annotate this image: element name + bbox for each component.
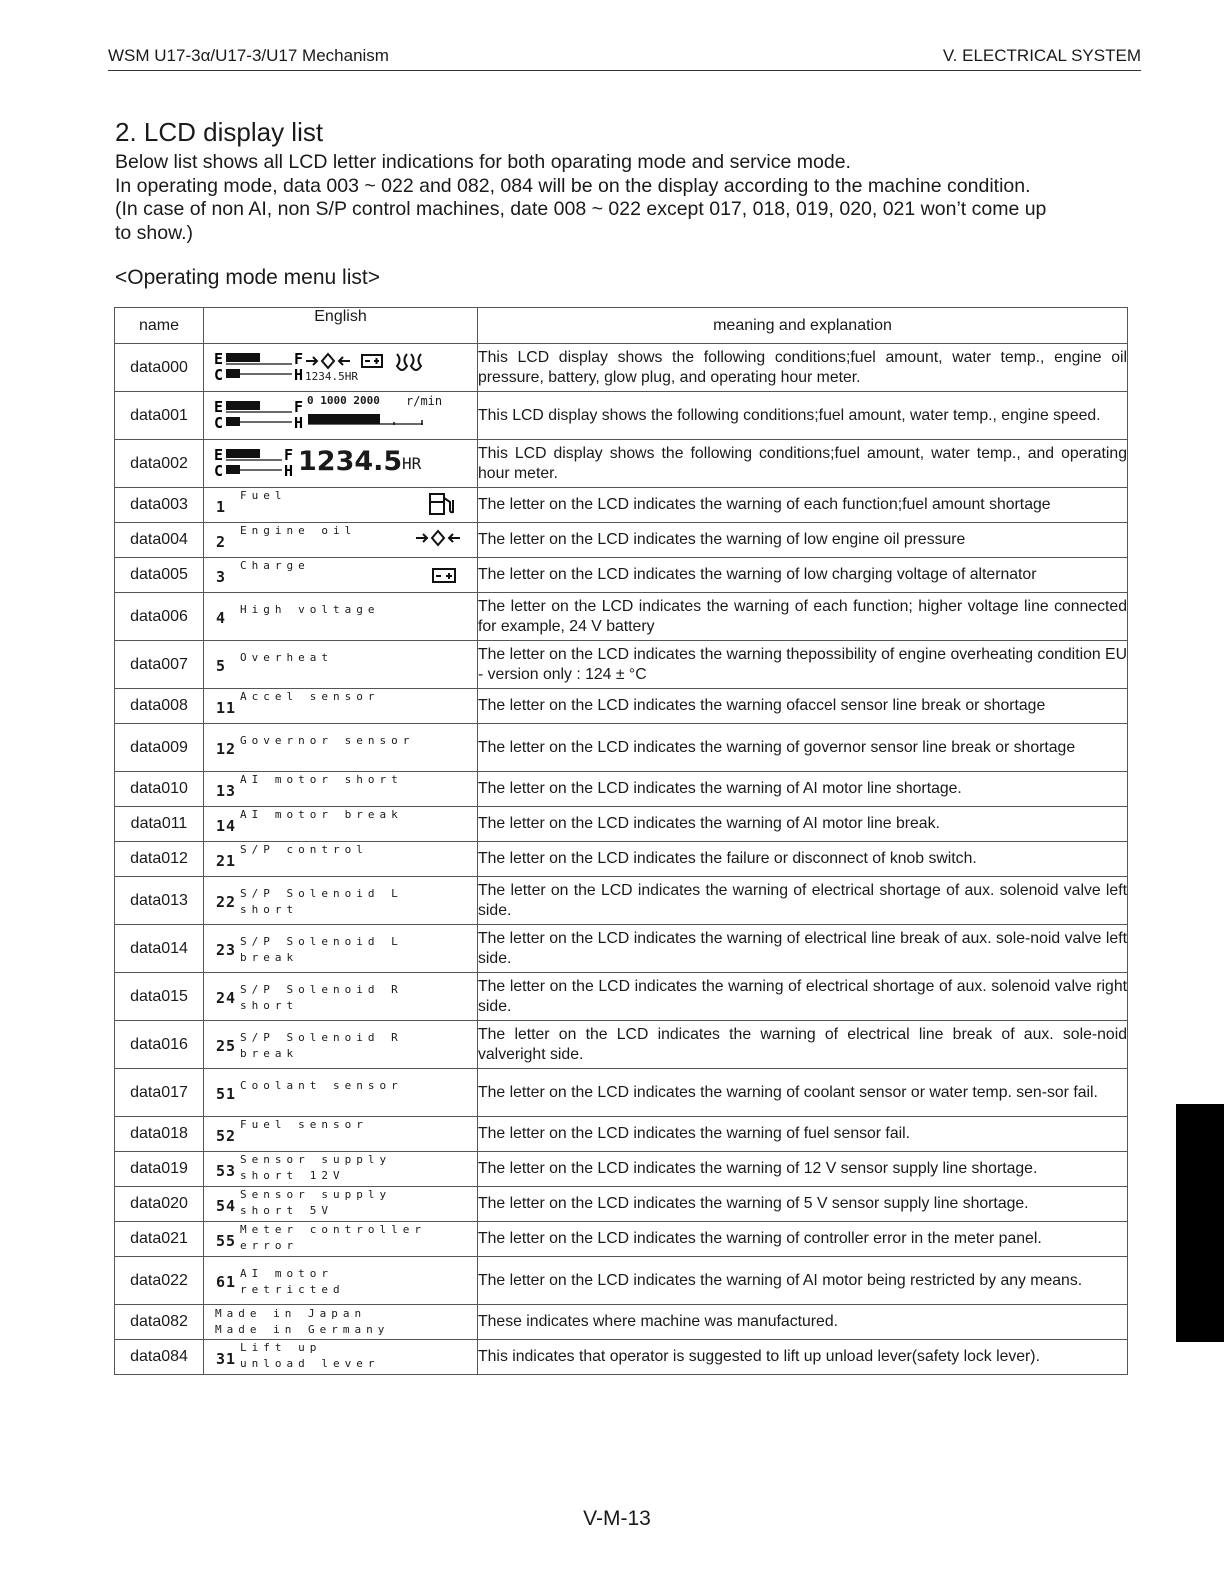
row-name: data005 <box>115 558 204 593</box>
lcd-image <box>204 1117 478 1152</box>
lcd-message-line2: Made in Germany <box>215 1323 390 1336</box>
gauge-label: C <box>214 414 224 432</box>
lcd-image <box>204 488 478 523</box>
lcd-message: S/P control <box>240 843 368 856</box>
lcd-image <box>204 1021 478 1069</box>
row-name: data001 <box>115 392 204 440</box>
lcd-message: Fuel sensor <box>240 1118 368 1131</box>
table-row <box>115 877 1128 925</box>
rpm-scale-text: 0 1000 2000 <box>307 394 380 407</box>
intro-line: (In case of non AI, non S/P control machines, date 008 ~ 022 except 017, 018, 019, 020, 021 won’t come up <box>115 198 1047 220</box>
running-header-section: V. ELECTRICAL SYSTEM <box>942 46 1141 65</box>
rpm-unit-text: r/min <box>406 394 443 408</box>
row-name: data003 <box>115 488 204 523</box>
error-code: 13 <box>216 782 237 800</box>
fuel-pump-icon <box>428 492 458 516</box>
row-meaning: The letter on the LCD indicates the warning of governor sensor line break or shortage <box>478 724 1128 772</box>
gauge-label: C <box>214 462 224 480</box>
table-row <box>115 488 1128 523</box>
row-name: data021 <box>115 1222 204 1257</box>
column-header-meaning: meaning and explanation <box>478 308 1128 344</box>
lcd-image-gauges-bighours <box>204 440 478 488</box>
lcd-image <box>204 1305 478 1340</box>
chapter-thumb-tab <box>1176 1104 1224 1342</box>
error-code: 51 <box>216 1085 237 1103</box>
row-name: data012 <box>115 842 204 877</box>
row-name: data084 <box>115 1340 204 1375</box>
row-name: data018 <box>115 1117 204 1152</box>
intro-paragraph <box>115 151 1145 245</box>
row-name: data006 <box>115 593 204 641</box>
fuel-temp-gauge-icon <box>214 399 309 433</box>
row-meaning: The letter on the LCD indicates the warning ofaccel sensor line break or shortage <box>478 689 1128 724</box>
row-name: data011 <box>115 807 204 842</box>
row-name: data004 <box>115 523 204 558</box>
gauge-label: F <box>284 447 294 464</box>
lcd-message: Governor sensor <box>240 734 415 747</box>
row-meaning: The letter on the LCD indicates the warning of AI motor line shortage. <box>478 772 1128 807</box>
oil-pressure-icon <box>306 352 350 370</box>
error-code: 2 <box>216 533 227 551</box>
table-row <box>115 523 1128 558</box>
lcd-message: S/P Solenoid R <box>240 983 403 996</box>
lcd-image <box>204 558 478 593</box>
row-meaning: The letter on the LCD indicates the warning of AI motor being restricted by any means. <box>478 1257 1128 1305</box>
table-row <box>115 724 1128 772</box>
lcd-message-line2: retricted <box>240 1283 345 1296</box>
lcd-message: S/P Solenoid L <box>240 887 403 900</box>
row-name: data082 <box>115 1305 204 1340</box>
row-meaning: This LCD display shows the following conditions;fuel amount, water temp., and operating hour meter. <box>478 440 1128 488</box>
error-code: 25 <box>216 1037 237 1055</box>
lcd-message: Coolant sensor <box>240 1079 403 1092</box>
section-title: 2. LCD display list <box>115 117 324 147</box>
lcd-message: Meter controller <box>240 1223 426 1236</box>
lcd-message: Sensor supply <box>240 1188 392 1201</box>
lcd-message-line2: short <box>240 903 299 916</box>
lcd-image <box>204 842 478 877</box>
lcd-message: S/P Solenoid R <box>240 1031 403 1044</box>
row-meaning: The letter on the LCD indicates the warning of each function; higher voltage line connected for example, 24 V battery <box>478 593 1128 641</box>
table-row <box>115 593 1128 641</box>
row-meaning: The letter on the LCD indicates the warning of each function;fuel amount shortage <box>478 488 1128 523</box>
table-row <box>115 1117 1128 1152</box>
gauge-label: E <box>214 399 224 416</box>
row-name: data016 <box>115 1021 204 1069</box>
error-code: 14 <box>216 817 237 835</box>
table-row <box>115 973 1128 1021</box>
lcd-message: Charge <box>240 559 310 572</box>
table-row <box>115 344 1128 392</box>
hour-meter-unit: HR <box>402 454 422 473</box>
lcd-image <box>204 877 478 925</box>
row-meaning: The letter on the LCD indicates the warning of coolant sensor or water temp. sen-sor fail. <box>478 1069 1128 1117</box>
lcd-image <box>204 925 478 973</box>
row-name: data000 <box>115 344 204 392</box>
lcd-image <box>204 807 478 842</box>
lcd-message-line2: short <box>240 999 299 1012</box>
lcd-image <box>204 1340 478 1375</box>
row-meaning: The letter on the LCD indicates the warning of 5 V sensor supply line shortage. <box>478 1187 1128 1222</box>
lcd-message: Lift up <box>240 1341 322 1354</box>
table-row <box>115 1222 1128 1257</box>
row-name: data010 <box>115 772 204 807</box>
intro-line: Below list shows all LCD letter indications for both oparating mode and service mode. <box>115 151 851 173</box>
table-row <box>115 925 1128 973</box>
lcd-message: AI motor break <box>240 808 403 821</box>
error-code: 22 <box>216 893 237 911</box>
fuel-temp-gauge-icon <box>214 351 309 385</box>
row-meaning: This LCD display shows the following conditions;fuel amount, water temp., engine oil pressure, battery, glow plug, and operating hour meter. <box>478 344 1128 392</box>
table-row <box>115 440 1128 488</box>
row-name: data002 <box>115 440 204 488</box>
row-meaning: The letter on the LCD indicates the warning thepossibility of engine overheating condition EU - version only : 124 ± °C <box>478 641 1128 689</box>
row-meaning: The letter on the LCD indicates the warning of fuel sensor fail. <box>478 1117 1128 1152</box>
row-meaning: This LCD display shows the following conditions;fuel amount, water temp., engine speed. <box>478 392 1128 440</box>
error-code: 5 <box>216 657 227 675</box>
lcd-image <box>204 1152 478 1187</box>
hour-meter-text: 1234.5HR <box>305 370 358 383</box>
row-meaning: The letter on the LCD indicates the warning of low engine oil pressure <box>478 523 1128 558</box>
lcd-image <box>204 772 478 807</box>
table-row <box>115 641 1128 689</box>
table-row <box>115 558 1128 593</box>
row-meaning: These indicates where machine was manufactured. <box>478 1305 1128 1340</box>
lcd-image <box>204 1069 478 1117</box>
running-header-title: WSM U17-3α/U17-3/U17 Mechanism <box>108 46 389 65</box>
row-name: data014 <box>115 925 204 973</box>
lcd-message: Accel sensor <box>240 690 380 703</box>
row-meaning: The letter on the LCD indicates the warning of electrical line break of aux. sole-noid valveright side. <box>478 1021 1128 1069</box>
row-name: data019 <box>115 1152 204 1187</box>
gauge-label: F <box>294 399 304 416</box>
battery-icon <box>361 352 383 368</box>
lcd-image <box>204 1187 478 1222</box>
row-name: data008 <box>115 689 204 724</box>
row-meaning: The letter on the LCD indicates the warning of AI motor line break. <box>478 807 1128 842</box>
error-code: 52 <box>216 1127 237 1145</box>
hour-meter-value: 1234.5 <box>298 446 403 477</box>
table-row <box>115 1257 1128 1305</box>
lcd-message-line2: unload lever <box>240 1357 380 1370</box>
lcd-display-table <box>114 307 1128 1375</box>
row-meaning: The letter on the LCD indicates the warning of low charging voltage of alternator <box>478 558 1128 593</box>
column-header-english: English <box>204 308 478 344</box>
lcd-message: AI motor short <box>240 773 403 786</box>
lcd-image-gauges-rpm <box>204 392 478 440</box>
glow-plug-icon <box>394 350 426 376</box>
lcd-message: Overheat <box>240 651 333 664</box>
error-code: 3 <box>216 568 227 586</box>
table-row <box>115 772 1128 807</box>
error-code: 23 <box>216 941 237 959</box>
row-name: data022 <box>115 1257 204 1305</box>
row-meaning: This indicates that operator is suggested to lift up unload lever(safety lock lever). <box>478 1340 1128 1375</box>
intro-line: In operating mode, data 003 ~ 022 and 082, 084 will be on the display according to the machine condition. <box>115 174 1031 197</box>
row-meaning: The letter on the LCD indicates the warning of electrical line break of aux. sole-noid valve left side. <box>478 925 1128 973</box>
row-meaning: The letter on the LCD indicates the warning of controller error in the meter panel. <box>478 1222 1128 1257</box>
lcd-image <box>204 689 478 724</box>
row-meaning: The letter on the LCD indicates the warning of electrical shortage of aux. solenoid valve left side. <box>478 877 1128 925</box>
error-code: 54 <box>216 1197 237 1215</box>
gauge-label: H <box>294 414 304 432</box>
table-row <box>115 392 1128 440</box>
table-row <box>115 1069 1128 1117</box>
battery-icon <box>432 566 456 584</box>
error-code: 61 <box>216 1273 237 1291</box>
gauge-label: C <box>214 366 224 384</box>
column-header-name: name <box>115 308 204 344</box>
lcd-message-line2: error <box>240 1239 299 1252</box>
lcd-image <box>204 1257 478 1305</box>
row-name: data009 <box>115 724 204 772</box>
row-name: data015 <box>115 973 204 1021</box>
lcd-image <box>204 724 478 772</box>
intro-line: to show.) <box>115 221 194 244</box>
lcd-image-gauges-hours <box>204 344 478 392</box>
row-name: data020 <box>115 1187 204 1222</box>
error-code: 53 <box>216 1162 237 1180</box>
lcd-message: Engine oil <box>240 524 357 537</box>
rpm-bar-icon <box>308 412 438 428</box>
table-row <box>115 1340 1128 1375</box>
lcd-message-line2: short 5V <box>240 1204 333 1217</box>
gauge-label: H <box>284 462 294 480</box>
row-name: data013 <box>115 877 204 925</box>
page-number: V-M-13 <box>583 1507 651 1530</box>
table-row <box>115 1187 1128 1222</box>
table-row <box>115 807 1128 842</box>
lcd-image <box>204 641 478 689</box>
lcd-message: High voltage <box>240 603 380 616</box>
gauge-label: E <box>214 351 224 368</box>
row-meaning: The letter on the LCD indicates the warning of electrical shortage of aux. solenoid valve right side. <box>478 973 1128 1021</box>
oil-pressure-icon <box>416 529 460 547</box>
lcd-message-line2: break <box>240 1047 299 1060</box>
row-name: data007 <box>115 641 204 689</box>
header-rule <box>108 70 1141 71</box>
lcd-image <box>204 973 478 1021</box>
table-row <box>115 842 1128 877</box>
lcd-message: Made in Japan <box>215 1307 367 1320</box>
lcd-image <box>204 523 478 558</box>
gauge-label: F <box>294 351 304 368</box>
lcd-image <box>204 593 478 641</box>
table-row <box>115 1021 1128 1069</box>
error-code: 4 <box>216 609 227 627</box>
lcd-message: AI motor <box>240 1267 333 1280</box>
error-code: 1 <box>216 498 227 516</box>
lcd-message: S/P Solenoid L <box>240 935 403 948</box>
lcd-message-line2: short 12V <box>240 1169 345 1182</box>
gauge-label: H <box>294 366 304 384</box>
lcd-image <box>204 1222 478 1257</box>
error-code: 24 <box>216 989 237 1007</box>
error-code: 11 <box>216 699 237 717</box>
lcd-message: Sensor supply <box>240 1153 392 1166</box>
table-row <box>115 1152 1128 1187</box>
row-meaning: The letter on the LCD indicates the failure or disconnect of knob switch. <box>478 842 1128 877</box>
table-row <box>115 1305 1128 1340</box>
row-meaning: The letter on the LCD indicates the warning of 12 V sensor supply line shortage. <box>478 1152 1128 1187</box>
fuel-temp-gauge-icon <box>214 447 309 481</box>
row-name: data017 <box>115 1069 204 1117</box>
error-code: 12 <box>216 740 237 758</box>
gauge-label: E <box>214 447 224 464</box>
table-subheading: <Operating mode menu list> <box>115 266 380 289</box>
lcd-message-line2: break <box>240 951 299 964</box>
error-code: 31 <box>216 1350 237 1368</box>
error-code: 21 <box>216 852 237 870</box>
lcd-message: Fuel <box>240 489 287 502</box>
table-row <box>115 689 1128 724</box>
error-code: 55 <box>216 1232 237 1250</box>
